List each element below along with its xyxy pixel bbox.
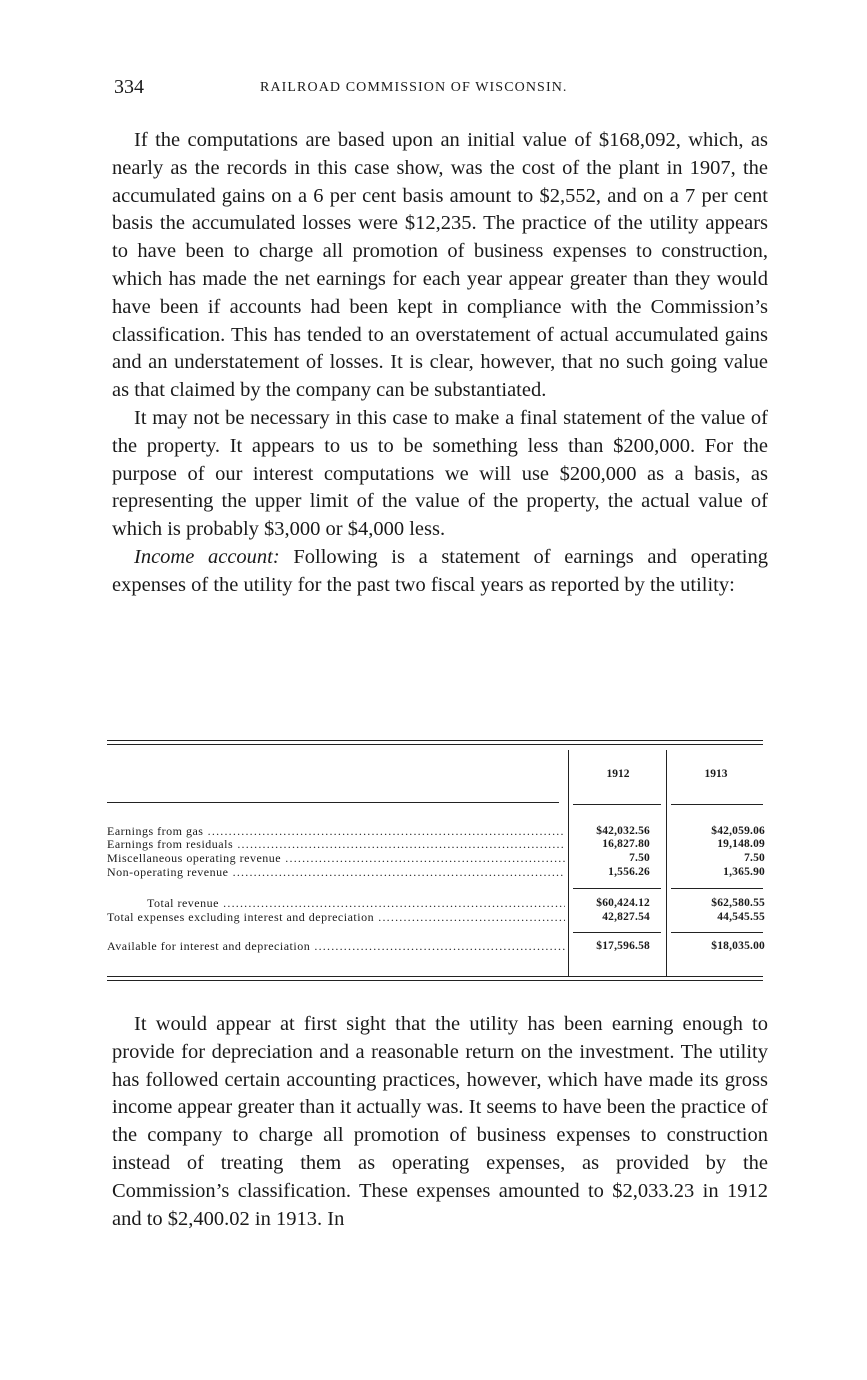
row-label: Total expenses excluding interest and depreciation ..... [107,910,565,924]
running-title: RAILROAD COMMISSION OF WISCONSIN. [260,80,568,95]
row-value-1912: 7.50 [629,852,650,864]
row-label: Total revenue ..... [107,896,565,910]
page-number: 334 [114,76,144,98]
column-header-1913: 1913 [704,768,728,780]
row-label: Non-operating revenue ..... [107,865,565,879]
row-value-1912: 16,827.80 [602,838,650,850]
table-row [107,865,763,879]
table-row [107,824,763,838]
column-header-1912: 1912 [606,768,630,780]
row-value-1912: $60,424.12 [596,897,650,909]
row-value-1913: $62,580.55 [711,897,765,909]
table-row [107,910,763,924]
row-value-1912: $17,596.58 [596,940,650,952]
paragraph-property-value: It may not be necessary in this case to make a final statement of the value of the property. It appears to us to be something less than $200,000. For the purpose of our interest computations we will use $200,000 as a basis, as representing the upper limit of the value of the property, the actual value of which is probably $3,000 or $4,000 less. [112,406,768,541]
table-bottom-rule [107,976,763,977]
table-top-rule-inner [107,744,763,745]
row-label: Earnings from gas ..... [107,824,565,838]
running-header [112,76,772,100]
table-top-rule [107,740,763,741]
table-row [107,837,763,851]
paragraph-accounting-practices: It would appear at first sight that the utility has been earning enough to provide for depreciation and a reasonable return on the investment. The utility has followed certain accounting practices, however, which have made its gross income appear greater than it actually was. It seems to have been the practice of the company to charge all promotion of business expenses to construction instead of treating them as operating expenses, as provided by the Commission’s classification. These expenses amounted to $2,033.23 in 1912 and to $2,400.02 in 1913. In [112,1013,768,1230]
table-row [107,939,763,953]
row-value-1913: 7.50 [744,852,765,864]
row-value-1913: 44,545.55 [717,911,765,923]
row-value-1913: 1,365.90 [723,866,765,878]
row-value-1912: 42,827.54 [602,911,650,923]
row-label: Available for interest and depreciation ..... [107,939,565,953]
row-value-1913: $18,035.00 [711,940,765,952]
table-row [107,851,763,865]
table-bottom-rule-inner [107,980,763,981]
header-rule-1912 [573,804,661,805]
row-value-1913: 19,148.09 [717,838,765,850]
total-rule-1912 [573,932,661,933]
row-value-1912: $42,032.56 [596,825,650,837]
income-account-text: Following is a statement of earnings and operating expenses of the utility for the past two fiscal years as reported by the utility: [112,545,768,596]
row-label: Earnings from residuals ..... [107,837,565,851]
paragraph-going-value: If the computations are based upon an initial value of $168,092, which, as nearly as the records in this case show, was the cost of the plant in 1907, the accumulated gains on a 6 per cent basis amount to $2,552, and on a 7 per cent basis the accumulated losses were $12,235. The practice of the utility appears to have been to charge all promotion of business expenses to construction, which has made the net earnings for each year appear greater than they would have been if accounts had been kept in compliance with the Commission’s classification. This has tended to an overstatement of actual accumulated gains and an understatement of losses. It is clear, however, that no such going value as that claimed by the company can be substantiated. [112,129,768,402]
row-value-1913: $42,059.06 [711,825,765,837]
header-rule-label [107,802,559,803]
body-text-lower [112,1011,768,1233]
subtotal-rule-1912 [573,888,661,889]
header-rule-1913 [671,804,763,805]
body-text-upper [112,127,768,600]
row-value-1912: 1,556.26 [608,866,650,878]
paragraph-income-account [112,544,768,600]
income-account-heading: Income account: [134,545,280,568]
total-rule-1913 [671,932,763,933]
income-table [107,740,763,984]
subtotal-rule-1913 [671,888,763,889]
table-row [107,896,763,910]
row-label: Miscellaneous operating revenue ..... [107,851,565,865]
